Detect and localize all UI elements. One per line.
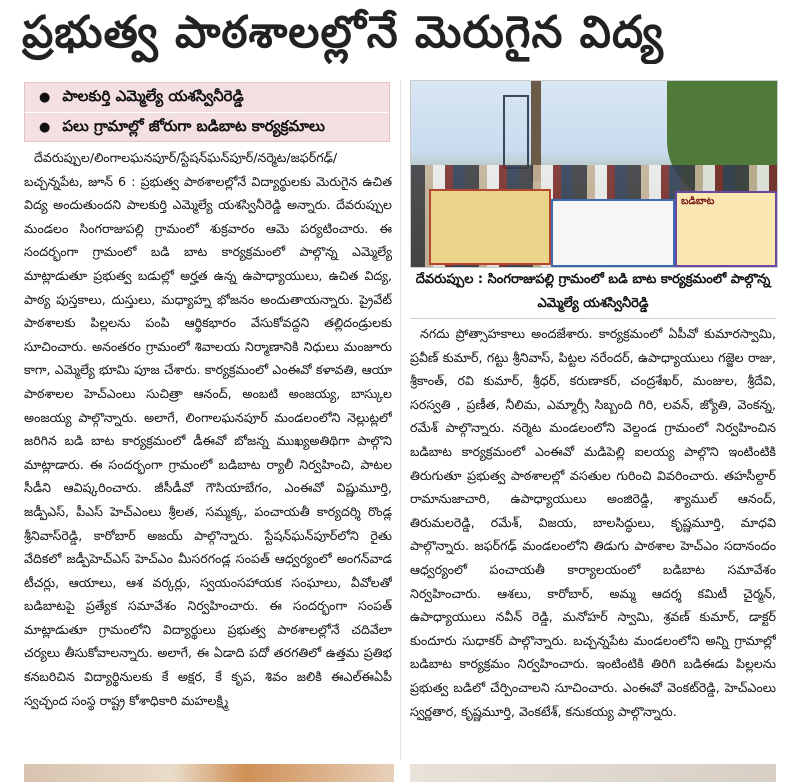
news-photo [410,80,778,268]
highlight-item [25,112,389,142]
tower-graphic [503,95,529,169]
bullet-icon: ● [39,120,51,135]
banner-middle [551,199,675,267]
body-paragraph-left: దేవరుప్పుల/లింగాలఘనపూర్/స్టేషన్‌ఘన్‌పూర్/నర్మెట/జఫర్‌గఢ్/బచ్చన్నపేట, జూన్ 6 : ప్రభుత్వ పాఠశాలల్లోనే విద్యార్థులకు మెరుగైన ఉచిత విద్య అందుతుందని పాలకుర్తి ఎమ్మెల్యే యశస్వినీరెడ్డి అన్నారు. దేవరుప్పుల మండలం సింగరాజుపల్లి గ్రామంలో శుక్రవారం ఆమె పర్యటించారు. ఈ సందర్భంగా గ్రామంలో బడి బాట కార్యక్రమంలో పాల్గొన్న ఎమ్మెల్యే మాట్లాడుతూ ప్రభుత్వ బడుల్లో అర్హత ఉన్న ఉపాధ్యాయులు, ఉచిత విద్య, పాఠ్య పుస్తకాలు, దుస్తులు, మధ్యాహ్న భోజనం అందుతాయన్నారు. ప్రైవేట్ పాఠశాలకు పిల్లలను పంపి ఆర్థికభారం వేసుకోవద్దని తల్లిదండ్రులకు సూచించారు. అనంతరం గ్రామంలో శివాలయ నిర్మాణానికి నిధులు మంజూరు కాగా, ఎమ్మెల్యే భూమి పూజ చేశారు. కార్యక్రమంలో ఎంఈవో కళావతి, ఆయా పాఠశాలల హెచ్‌ఎంలు సుచిత్రా ఆనంద్, అంబటి అంజయ్య, బాస్కుల అంజయ్య పాల్గొన్నారు. అలాగే, లింగాలఘనపూర్ మండలంలోని నెల్లుట్లలో జరిగిన బడి బాట కార్యక్రమంలో డీఈవో బోజన్న ముఖ్యఅతిథిగా పాల్గొని మాట్లాడారు. ఈ సందర్భంగా గ్రామంలో బడిబాట ర్యాలీ నిర్వహించి, పాటల సీడీని ఆవిష్కరించారు. జీసీడీవో గౌసియాబేగం, ఎంఈవో విష్ణుమూర్తి, జడ్పీఎస్, పీఎస్ హెచ్‌ఎంలు శ్రీలత, సమ్మక్క, పంచాయతీ కార్యదర్శి రొండ్ల శ్రీనివాస్‌రెడ్డి, కారోబార్ అజయ్ పాల్గొన్నారు. స్టేషన్‌ఘన్‌పూర్‌లోని రైతు వేదికలో జడ్పీహెచ్‌ఎస్ హెచ్‌ఎం మీసరగండ్ల సంపత్ ఆధ్వర్యంలో అంగన్‌వాడ టీచర్లు, ఆయాలు, ఆశ వర్కర్లు, స్వయంసహాయక సంఘాలు, వీవోలతో బడిబాటపై ప్రత్యేక సమావేశం నిర్వహించారు. ఈ సందర్భంగా సంపత్ మాట్లాడుతూ గ్రామంలోని విద్యార్థులు ప్రభుత్వ పాఠశాలల్లోనే చదివేలా చర్యలు తీసుకోవాలన్నారు. అలాగే, ఈ ఏడాది పదో తరగతిలో ఉత్తమ ప్రతిభ కనబరిచిన విద్యార్థినులకు కే అక్షర, కే కృప, శివం జలికి ఈఎల్ఈఏపీ స్వచ్ఛంద సంస్థ రాష్ట్ర కోశాధికారి మహలక్ష్మి [24,150,392,708]
highlight-text: పలు గ్రామాల్లో జోరుగా బడిబాట కార్యక్రమాలు [62,116,325,135]
headline: ప్రభుత్వ పాఠశాలల్లోనే మెరుగైన విద్య [22,7,664,58]
article-body-right [410,322,776,760]
column-divider [400,80,401,760]
highlights-box [24,82,390,142]
banner-text: బడిబాట [681,196,715,207]
photo-caption: దేవరుప్పుల : సింగరాజుపల్లి గ్రామంలో బడి బాట కార్యక్రమంలో పాల్గొన్న ఎమ్మెల్యే యశస్వినీరెడ్డి [410,268,776,319]
body-paragraph-right: నగదు ప్రోత్సాహకాలు అందజేశారు. కార్యక్రమంలో ఏపీవో కుమారస్వామి, ప్రవీణ్ కుమార్, గట్టు శ్రీనివాస్, పిట్టల నరేందర్, ఉపాధ్యాయులు గజ్జెల రాజు, శ్రీకాంత్, రవి కుమార్, శ్రీధర్, కరుణాకర్, చంద్రశేఖర్, మంజుల, శ్రీదేవి, సరస్వతి , ప్రణీత, నీలిమ, ఎమ్మార్సీ సిబ్బంది గిరి, లవన్, జ్యోతి, వెంకన్న, రమేశ్ పాల్గొన్నారు. నర్మెట మండలంలోని వెల్దండ గ్రామంలో నిర్వహించిన బడిబాట కార్యక్రమంలో ఎంఈవో మడిపెల్లి ఐలయ్య పాల్గొని ఇంటింటికి తిరుగుతూ ప్రభుత్వ పాఠశాలల్లో వసతుల గురించి వివరించారు. తహసీల్దార్ రామానుజాచారి, ఉపాధ్యాయులు అంజిరెడ్డి, శ్యాముల్ ఆనంద్, తిరుమలరెడ్డి, రమేశ్, విజయ, బాలసిద్ధులు, కృష్ణమూర్తి, మాధవి పాల్గొన్నారు. జఫర్‌గఢ్ మండలంలోని తిడుగు పాఠశాల హెచ్‌ఎం సదానందం ఆధ్వర్యంలో పంచాయతీ కార్యాలయంలో బడిబాట సమావేశం నిర్వహించారు. ఆశలు, కారోబార్, అమ్మ ఆదర్శ కమిటీ చైర్మన్, ఉపాధ్యాయులు నవీన్ రెడ్డి, మనోహర్ స్వామి, శ్రవణ్ కుమార్, డాక్టర్ కుందూరు సుధాకర్ పాల్గొన్నారు. బచ్చన్నపేట మండలంలోని అన్ని గ్రామాల్లో బడిబాట కార్యక్రమం నిర్వహించారు. ఇంటింటికి తిరిగి బడిఈడు పిల్లలను ప్రభుత్వ బడిలో చేర్పించాలని సూచించారు. ఎంఈవో వెంకట్‌రెడ్డి, హెచ్‌ఎంలు స్వర్ణతార, కృష్ణమూర్తి, వెంకటేశ్, కనుకయ్య పాల్గొన్నారు. [410,326,776,719]
next-photo-strip-left [24,764,394,782]
article-body-left [24,146,392,758]
banner-left [429,189,551,265]
bullet-icon: ● [39,90,51,105]
highlight-text: పాలకుర్తి ఎమ్మెల్యే యశస్వినీరెడ్డి [62,86,244,105]
next-photo-strip-right [410,764,776,782]
highlight-item [25,83,389,112]
